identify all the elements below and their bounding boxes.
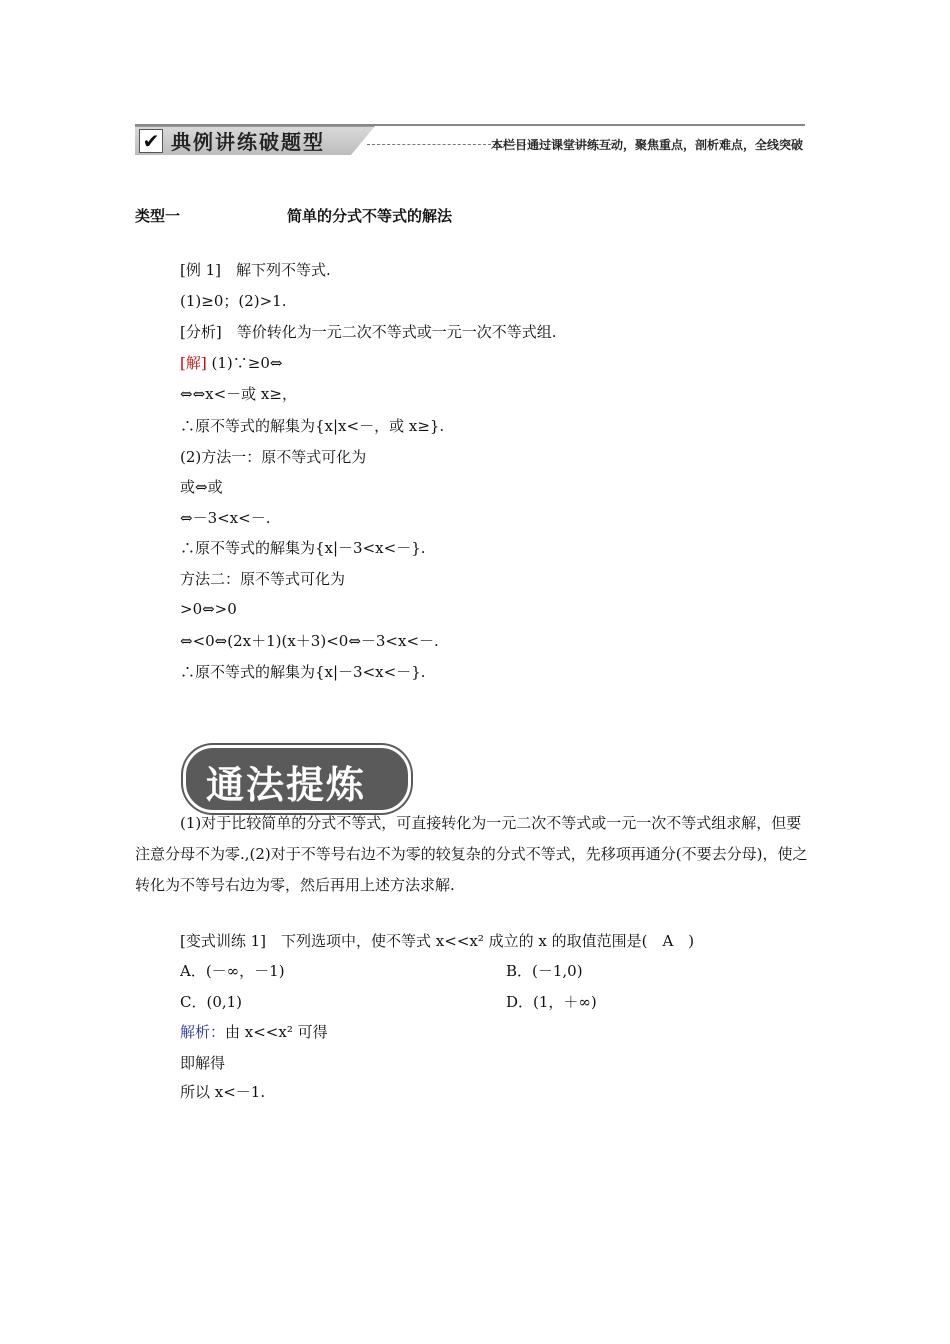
solution-text: (1)∵≥0⇔: [211, 354, 283, 372]
summary-badge: [183, 745, 411, 813]
summary-paragraph: [135, 808, 815, 901]
example-line: ⇔－3<x<－.: [180, 509, 271, 527]
example-line: (2)方法一：原不等式可化为: [180, 448, 367, 466]
option-b: B．(－1,0): [506, 962, 583, 980]
section-banner: [135, 124, 805, 158]
banner-subtitle: 本栏目通过课堂讲练互动，聚焦重点，剖析难点，全线突破: [490, 138, 803, 152]
option-a: A．(－∞，－1): [180, 962, 285, 980]
example-line: ⇔⇔x<－或 x≥，: [180, 385, 297, 403]
example-line: 方法二：原不等式可化为: [180, 570, 346, 588]
checkmark-icon: ✔: [139, 129, 163, 153]
example-line: >0⇔>0: [180, 600, 237, 618]
analysis-line: 所以 x<－1.: [180, 1083, 266, 1101]
option-c: C．(0,1): [180, 993, 243, 1011]
type-label: 类型一: [135, 207, 181, 225]
analysis-tag: 解析：: [180, 1023, 226, 1041]
option-d: D．(1，＋∞): [506, 993, 597, 1011]
solution-line: [180, 353, 282, 373]
example-line: 或⇔或: [180, 478, 223, 496]
example-line: ∴原不等式的解集为{x|－3<x<－}.: [180, 663, 426, 681]
example-line: ⇔<0⇔(2x＋1)(x＋3)<0⇔－3<x<－.: [180, 632, 439, 650]
analysis-line: 即解得: [180, 1054, 226, 1072]
analysis-text: 由 x<<x² 可得: [225, 1023, 328, 1041]
example-line: (1)≥0；(2)>1.: [180, 292, 287, 310]
type-title: 简单的分式不等式的解法: [287, 207, 453, 225]
solution-tag: [解]: [180, 354, 207, 372]
analysis-line: [180, 1022, 328, 1042]
exercise-question: [变式训练 1] 下列选项中，使不等式 x<<x² 成立的 x 的取值范围是( A ): [180, 932, 695, 950]
banner-title: 典例讲练破题型: [171, 130, 325, 154]
summary-text: (1)对于比较简单的分式不等式，可直接转化为一元二次不等式或一元一次不等式组求解，但要注意分母不为零.,(2)对于不等号右边不为零的较复杂的分式不等式，先移项再通分(不要去分母)，使之转化为不等号右边为零，然后再用上述方法求解.: [135, 814, 808, 894]
example-line: [例 1] 解下列不等式.: [180, 261, 331, 279]
example-line: [分析] 等价转化为一元二次不等式或一元一次不等式组.: [180, 323, 557, 341]
example-line: ∴原不等式的解集为{x|－3<x<－}.: [180, 539, 426, 557]
summary-badge-text: 通法提炼: [206, 763, 367, 807]
example-line: ∴原不等式的解集为{x|x<－，或 x≥}.: [180, 417, 445, 435]
